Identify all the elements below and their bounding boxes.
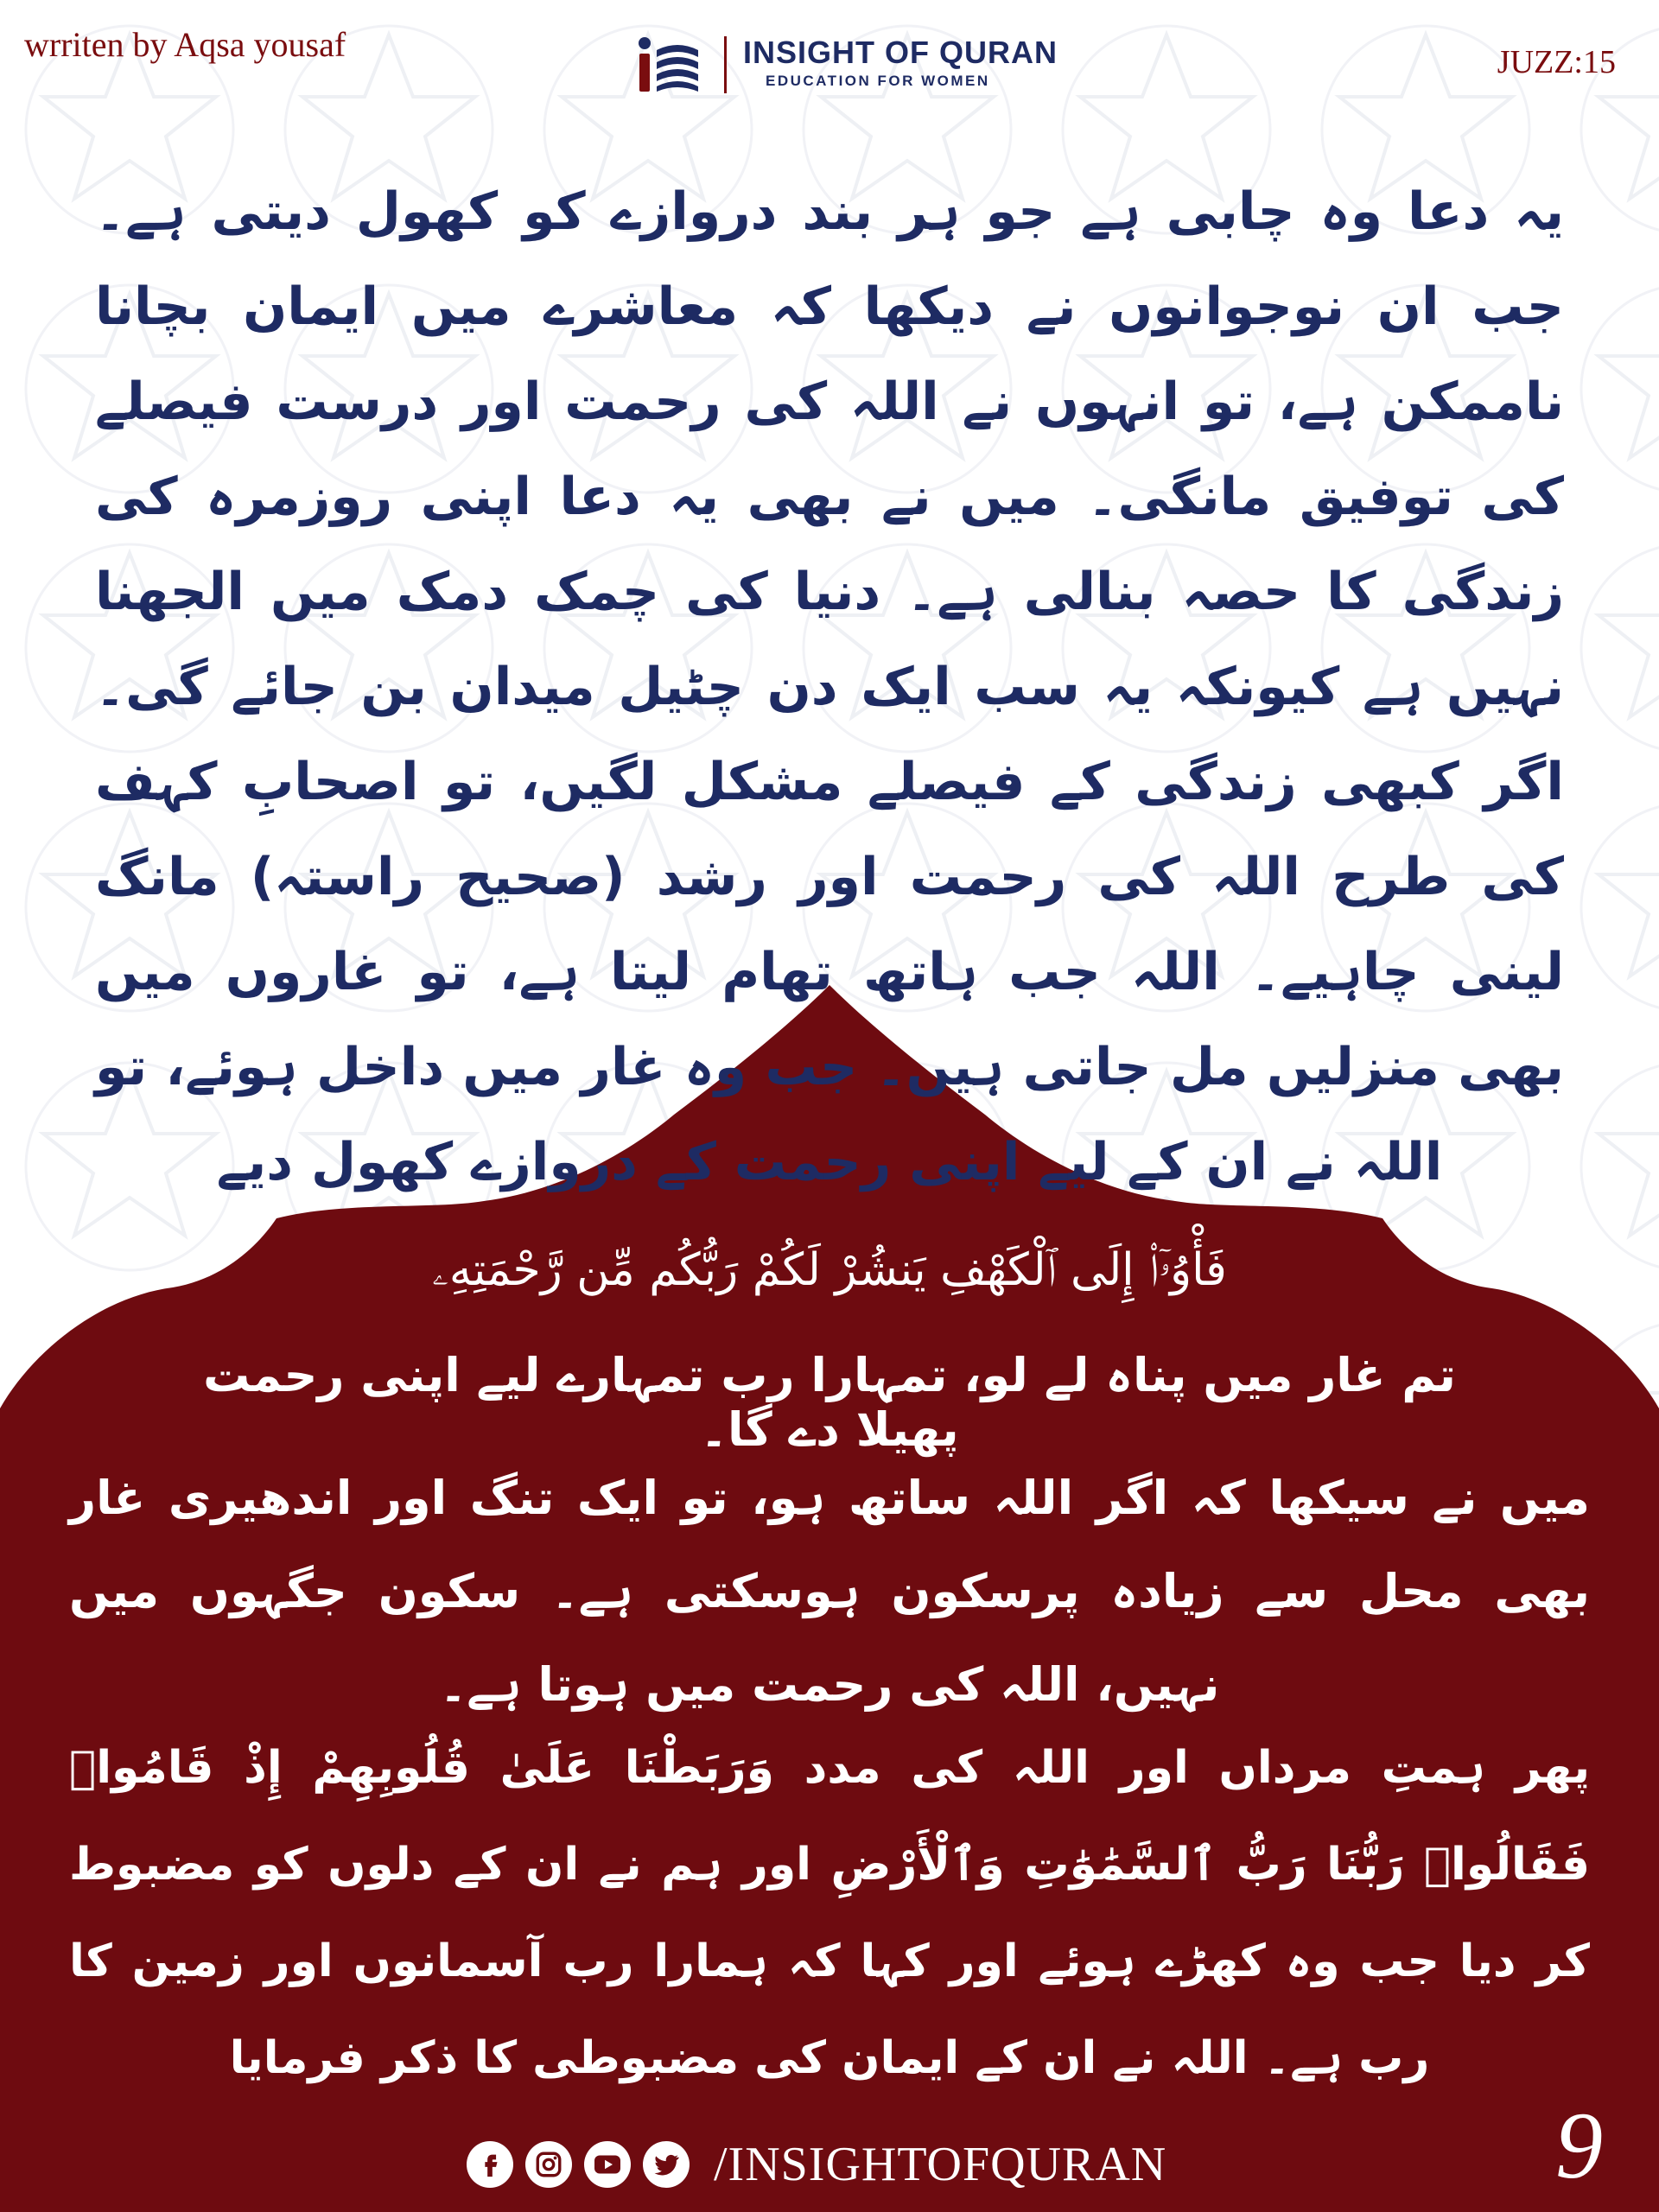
social-footer [467,2134,1166,2195]
verse-translation-1: تم غار میں پناہ لے لو، تمہارا رب تمہارے لیے اپنی رحمت پھیلا دے گا۔ [203,1348,1456,1457]
social-handle[interactable]: /INSIGHTOFQURAN [714,2138,1167,2191]
logo-mark-icon [636,35,702,95]
page-number: 9 [1555,2093,1603,2198]
top-paragraph: یہ دعا وہ چابی ہے جو ہر بند دروازے کو کھول دیتی ہے۔ جب ان نوجوانوں نے دیکھا کہ معاشرے میں ایمان بچانا ناممکن ہے، تو انہوں نے اللہ کی رحمت اور درست فیصلے کی توفیق مانگی۔ میں نے بھی یہ دعا اپنی روزمرہ کی زندگی کا حصہ بنالی ہے۔ دنیا کی چمک دمک میں الجھنا نہیں ہے کیونکہ یہ سب ایک دن چٹیل میدان بن جائے گی۔ اگر کبھی زندگی کے فیصلے مشکل لگیں، تو اصحابِ کہف کی طرح اللہ کی رحمت اور رشد (صحیح راستہ) مانگ لینی چاہیے۔ اللہ جب ہاتھ تھام لیتا ہے، تو غاروں میں بھی منزلیں مل جاتی ہیں۔ جب وہ غار میں داخل ہوئے، تو اللہ نے ان کے لیے اپنی رحمت کے دروازے کھول دیے [95,181,1564,1192]
quran-verse-1: فَأْوُۥٓا۟ إِلَى ٱلْكَهْفِ يَنشُرْ لَكُمْ رَبُّكُم مِّن رَّحْمَتِهِۦ [432,1244,1227,1296]
lesson-paragraph: میں نے سیکھا کہ اگر اللہ ساتھ ہو، تو ایک تنگ اور اندھیری غار بھی محل سے زیادہ پرسکون ہوسکتی ہے۔ سکون جگہوں میں نہیں، اللہ کی رحمت میں ہوتا ہے۔ [69,1471,1590,1712]
brand-logo [631,29,1058,99]
youtube-icon[interactable] [584,2141,631,2188]
twitter-icon[interactable] [643,2141,690,2188]
logo-divider [724,36,727,93]
logo-subtitle: EDUCATION FOR WOMEN [766,73,990,89]
logo-title: INSIGHT OF QURAN [743,35,1058,70]
instagram-icon[interactable] [525,2141,572,2188]
facebook-icon[interactable] [467,2141,513,2188]
author-credit: wrriten by Aqsa yousaf [24,25,346,64]
verse-2-paragraph: پھر ہمتِ مرداں اور اللہ کی مدد وَرَبَطْنَا عَلَىٰ قُلُوبِهِمْ إِذْ قَامُوا۟ فَقَالُوا۟ رَبُّنَا رَبُّ ٱلسَّمَٰوَٰتِ وَٱلْأَرْضِ اور ہم نے ان کے دلوں کو مضبوط کر دیا جب وہ کھڑے ہوئے اور کہا کہ ہمارا رب آسمانوں اور زمین کا رب ہے۔ اللہ نے ان کے ایمان کی مضبوطی کا ذکر فرمایا [69,1742,1590,2084]
juzz-label: JUZZ:15 [1497,44,1616,80]
